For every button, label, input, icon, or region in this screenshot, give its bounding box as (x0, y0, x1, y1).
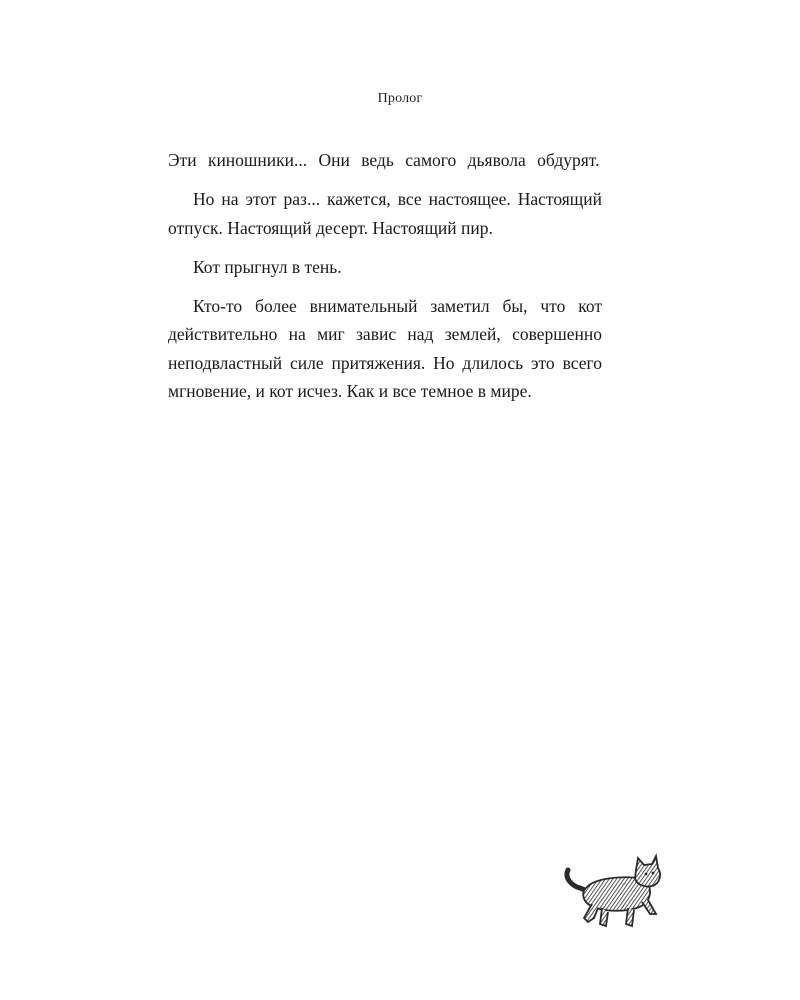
text-block (168, 146, 602, 416)
paragraph-1: Эти киношники... Они ведь самого дьявола обдурят. (168, 150, 600, 170)
cat-front-leg-1 (626, 908, 634, 926)
paragraph-2: Но на этот раз... кажется, все настоящее. Настоящий отпуск. Настоящий десерт. Настоящий пир. (168, 189, 602, 238)
cat-eye-right (652, 872, 655, 875)
paragraph-3: Кот прыгнул в тень. (193, 256, 342, 277)
cat-head (635, 856, 660, 887)
cat-eye-left (645, 873, 648, 876)
cat-front-leg-2 (642, 900, 656, 914)
paragraph-4: Кто-то более внимательный заметил бы, что кот действительно на миг завис над землей, совершенно неподвластный силе притяжения. Но длилось это всего мгновение, и кот исчез. Как и все темное в мире. (168, 295, 602, 401)
walking-cat-icon (558, 852, 668, 932)
running-title: Пролог (377, 91, 423, 106)
cat-back-leg-1 (584, 904, 598, 922)
